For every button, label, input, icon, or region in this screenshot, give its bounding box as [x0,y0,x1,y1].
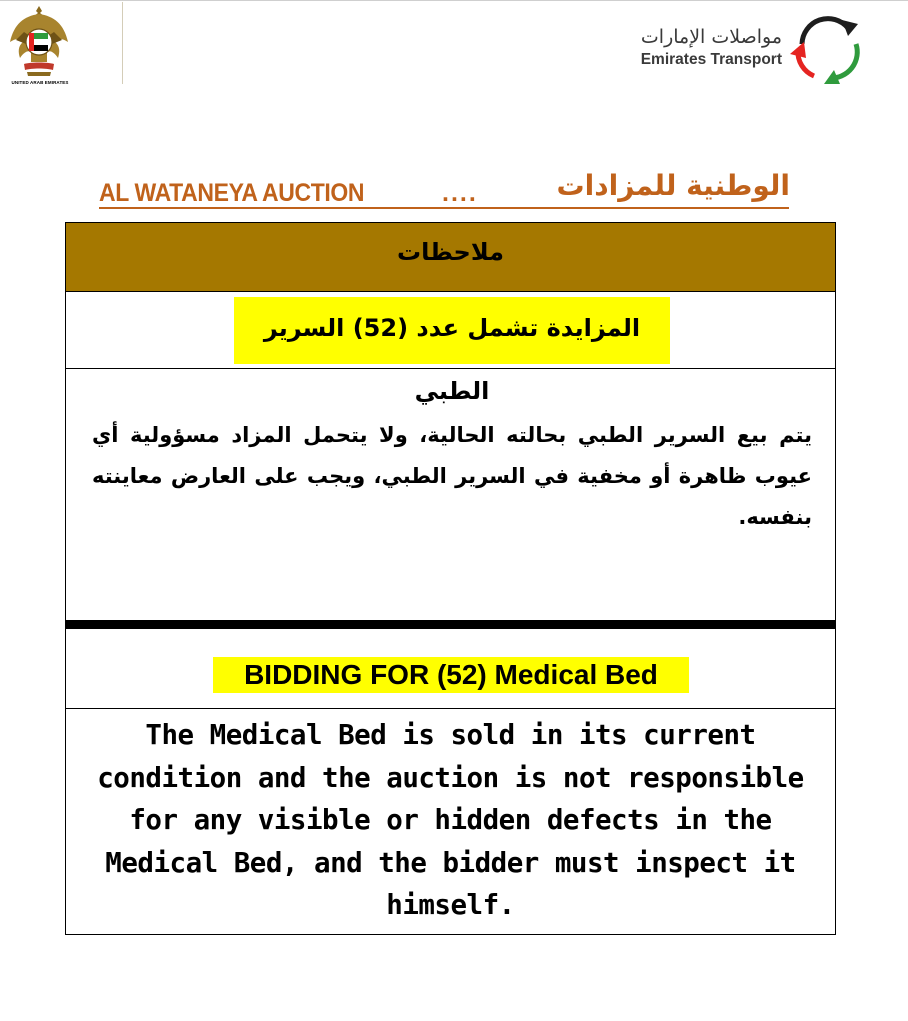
lot-count-en-row [66,629,835,709]
top-rule [0,0,908,1]
emblem-caption: UNITED ARAB EMIRATES [11,80,69,85]
disclaimer-en: The Medical Bed is sold in its current condition and the auction is not responsible for any visible or hidden defects in the Medical Bed, and the bidder must inspect it himself. [97,719,804,921]
auction-title-separator: .... [442,179,478,207]
header-divider [122,2,123,84]
disclaimer-ar: يتم بيع السرير الطبي بحالته الحالية، ولا يتحمل المزاد مسؤولية أي عيوب ظاهرة أو مخفية في السرير الطبي، ويجب على العارض معاينته بنفسه. [92,423,812,529]
auction-title-underline [99,207,789,209]
brand-name-en: Emirates Transport [640,51,782,68]
notes-header-row [66,223,835,292]
notes-table [65,222,836,935]
auction-title-ar: الوطنية للمزادات [556,169,790,202]
auction-title-en: AL WATANEYA AUCTION [99,179,365,207]
disclaimer-ar-row [66,369,835,620]
notes-heading: ملاحظات [397,238,504,266]
section-divider [66,620,835,629]
disclaimer-en-row [66,709,835,934]
lot-count-ar: المزايدة تشمل عدد (52) السرير الطبي [234,297,670,364]
uae-emblem-icon [6,2,72,86]
lot-count-ar-row [66,292,835,405]
lot-count-en: BIDDING FOR (52) Medical Bed [213,657,689,693]
brand-name-ar: مواصلات الإمارات [640,26,782,48]
emirates-transport-logo-icon [786,10,868,92]
